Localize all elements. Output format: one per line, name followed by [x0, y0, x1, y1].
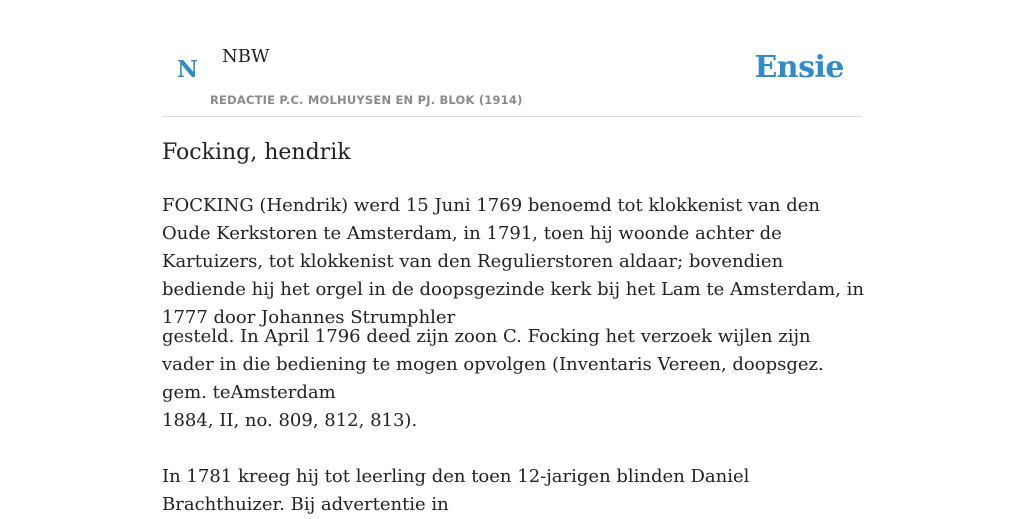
ensie-logo[interactable]: Ensie	[754, 50, 844, 85]
article-title: Focking, hendrik	[162, 140, 351, 165]
source-logo-letter[interactable]: N	[177, 56, 199, 83]
article-page	[162, 0, 864, 515]
source-header	[162, 0, 862, 117]
article-paragraph: FOCKING (Hendrik) werd 15 Juni 1769 benoemd tot klokkenist van den Oude Kerkstoren te Amsterdam, in 1791, toen hij woonde achter de Kartuizers, tot klokkenist van den Regulierstoren aldaar; bovendien bediende hij het orgel in de doopsgezinde kerk bij het Lam te Amsterdam, in 1777 door Johannes Strumphler	[162, 195, 864, 328]
article-paragraph: 1884, II, no. 809, 812, 813).	[162, 410, 418, 431]
article-paragraph: gesteld. In April 1796 deed zijn zoon C. Focking het verzoek wijlen zijn vader in die bediening te mogen opvolgen (Inventaris Vereen, doopsgez. gem. teAmsterdam	[162, 326, 824, 403]
article-paragraph: In 1781 kreeg hij tot leerling den toen 12-jarigen blinden Daniel Brachthuizer. Bij advertentie in	[162, 466, 750, 515]
source-name[interactable]: NBW	[222, 46, 270, 67]
source-editors: REDACTIE P.C. MOLHUYSEN EN PJ. BLOK (1914)	[210, 93, 523, 107]
